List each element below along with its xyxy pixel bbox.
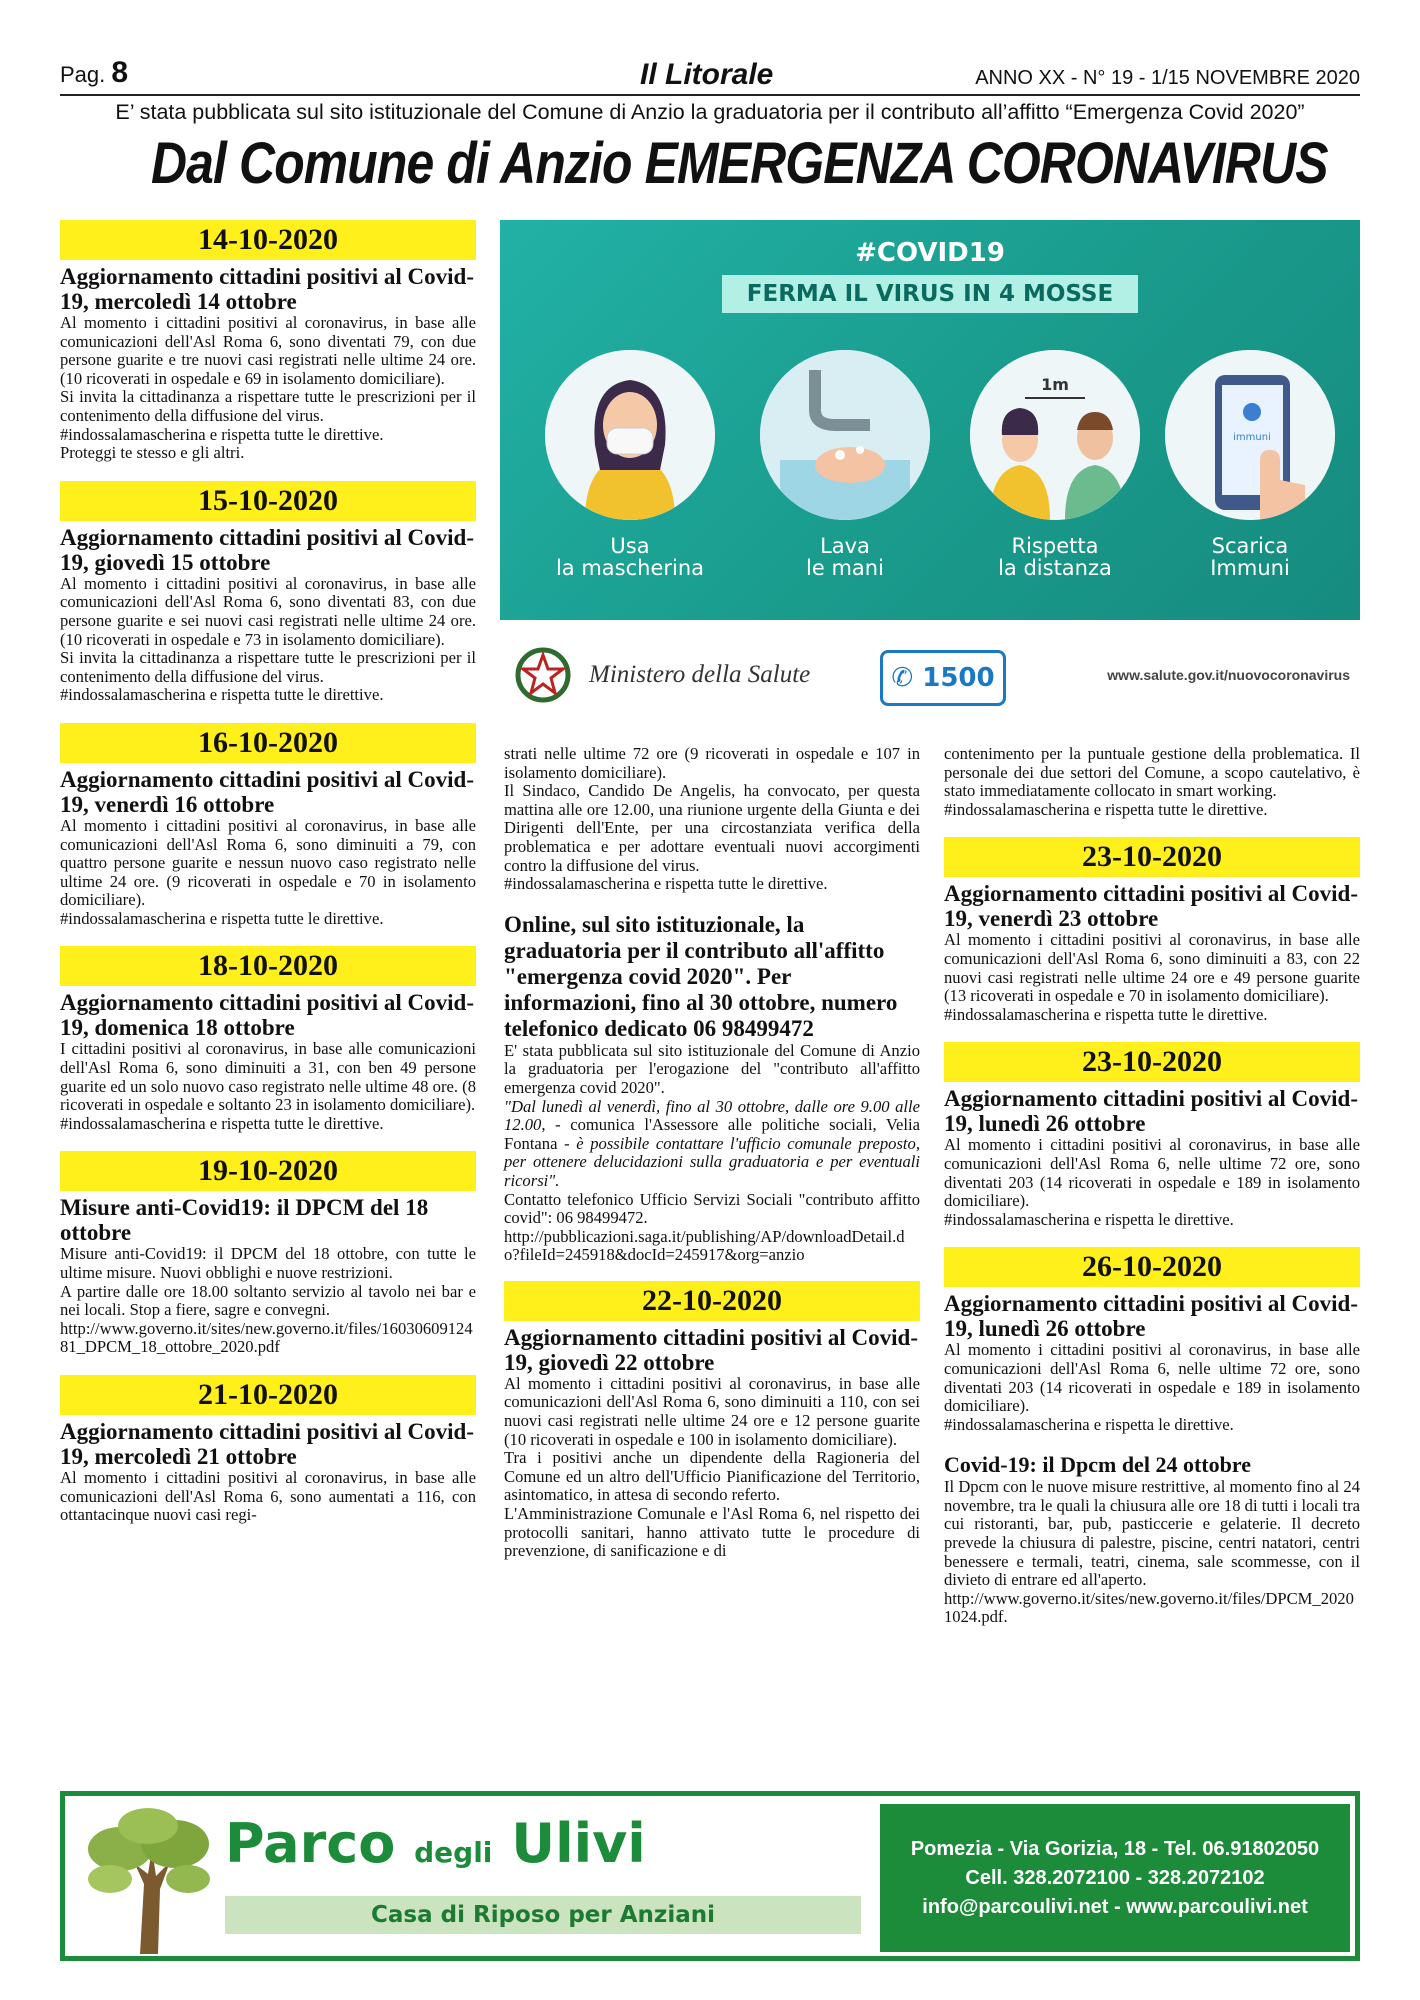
article-body: Al momento i cittadini positivi al coronavirus, in base alle comunicazioni dell'Asl Roma 6, sono diminuiti a 110, con sei nuovi casi registrati nelle ultime 24 ore e 12 persone guarite (10 ricoverati in ospedale e 100 in isolamento domiciliare). [504,1373,920,1449]
article-continuation: #indossalamascherina e rispetta tutte le direttive. [504,874,828,894]
distance-label: 1m [1041,375,1069,394]
ministry-logo [515,645,810,705]
article-body: Al momento i cittadini positivi al coronavirus, in base alle comunicazioni dell'Asl Roma 6, nelle ultime 72 ore, sono diventati 203 (14 ricoverati in ospedale e 189 in isolamento domiciliare). [944,1340,1360,1416]
article-date: 16-10-2020 [60,723,476,763]
ad-brand: Parco degli Ulivi [225,1812,646,1875]
online-contact: Contatto telefonico Ufficio Servizi Sociali "contributo affitto covid": 06 98499472. [504,1189,920,1228]
online-body: E' stata pubblicata sul sito istituzionale del Comune di Anzio la graduatoria per l'erogazione del "contributo all'affitto emergenza covid 2020". [504,1040,920,1097]
page-number: Pag. 8 [60,56,129,89]
republic-emblem-icon [515,647,571,703]
article-body: #indossalamascherina e rispetta tutte le direttive. [60,908,384,928]
article-body: #indossalamascherina e rispetta le direttive. [944,1414,1234,1434]
online-link: http://pubblicazioni.saga.it/publishing/AP/downloadDetail.do?fileId=245918&docId=245917&org=anzio [504,1226,905,1265]
article-body: Al momento i cittadini positivi al coronavirus, in base alle comunicazioni dell'Asl Roma 6, sono diventati 83, con due persone guarite e sei nuovi casi registrati nelle ultime 24 ore. (10 ricoverati in ospedale e 73 in isolamento domiciliare). [60,573,476,649]
article-headline: Aggiornamento cittadini positivi al Covid-19, mercoledì 14 ottobre [60,264,475,314]
article-15-10 [60,481,476,705]
social-distance-icon [970,350,1140,520]
advertisement [60,1791,1360,1961]
article-22-10 [504,1281,920,1561]
article-headline: Aggiornamento cittadini positivi al Covid-19, mercoledì 21 ottobre [60,1419,475,1469]
phone-1500: ✆ 1500 [880,650,1006,706]
article-date: 26-10-2020 [944,1247,1360,1287]
article-19-10 [60,1151,476,1357]
ad-phones: Cell. 328.2072100 - 328.2072102 [965,1866,1265,1889]
issue-info: ANNO XX - N° 19 - 1/15 NOVEMBRE 2020 [975,67,1360,89]
ad-tagline: Casa di Riposo per Anziani [225,1896,861,1934]
ministry-name: Ministero della Salute [589,661,811,688]
step-caption: Usa la mascherina [555,534,705,580]
article-body: Al momento i cittadini positivi al coronavirus, in base alle comunicazioni dell'Asl Roma 6, nelle ultime 72 ore, sono diventati 203 (14 ricoverati in ospedale e 189 in isolamento domiciliare). [944,1135,1360,1211]
poster-slogan: FERMA IL VIRUS IN 4 MOSSE [722,275,1138,313]
article-14-10 [60,220,476,463]
article-body: #indossalamascherina e rispetta tutte le direttive. [60,424,384,444]
step-caption: Lava le mani [806,534,884,580]
article-headline: Misure anti-Covid19: il DPCM del 18 ottobre [60,1195,429,1246]
step-caption: Rispetta la distanza [998,534,1112,580]
article-body: #indossalamascherina e rispetta tutte le direttive. [944,1004,1268,1024]
poster-banner [500,220,1360,620]
step-caption: Scarica Immuni [1210,534,1290,580]
article-continuation: Il Sindaco, Candido De Angelis, ha convocato, per questa mattina alle ore 12.00, una riunione urgente della Giunta e dei Dirigenti dell'Ente, per una circostanziata verifica della problematica e per adottare eventuali nuovi accorgimenti contro la diffusione del virus. [504,781,920,875]
article-continuation: contenimento per la puntuale gestione della problematica. Il personale dei due settori del Comune, a scopo cautelativo, è stato immediatamente collocato in smart working. [944,744,1360,801]
article-date: 22-10-2020 [504,1281,920,1321]
article-body: Proteggi te stesso e gli altri. [60,443,245,463]
ministry-url: www.salute.gov.it/nuovocoronavirus [1107,667,1350,683]
article-18-10 [60,946,476,1133]
article-body: #indossalamascherina e rispetta le direttive. [944,1209,1234,1229]
page-subtitle: E’ stata pubblicata sul sito istituzionale del Comune di Anzio la graduatoria per il contributo all’affitto “Emergenza Covid 2020” [115,100,1305,124]
article-body: Si invita la cittadinanza a rispettare tutte le prescrizioni per il contenimento della diffusione del virus. [60,387,476,425]
article-body: Al momento i cittadini positivi al coronavirus, in base alle comunicazioni dell'Asl Roma 6, sono aumentati a 116, con ottantacinque nuovi casi regi- [60,1468,476,1525]
article-body: Si invita la cittadinanza a rispettare tutte le prescrizioni per il contenimento della diffusione del virus. [60,648,476,686]
article-headline: Aggiornamento cittadini positivi al Covid-19, lunedì 26 ottobre [944,1086,1359,1137]
article-date: 14-10-2020 [60,220,476,260]
article-23-10-b [944,1042,1360,1229]
article-link: http://www.governo.it/sites/new.governo.it/files/1603060912481_DPCM_18_ottobre_2020.pdf [60,1318,473,1357]
article-body: L'Amministrazione Comunale e l'Asl Roma 6, nel rispetto dei protocolli sanitari, hanno attivato tutte le procedure di prevenzione, di sanificazione e di [504,1504,920,1561]
article-headline: Aggiornamento cittadini positivi al Covid-19, domenica 18 ottobre [60,990,475,1041]
page-header [60,58,1360,96]
article-date: 18-10-2020 [60,946,476,986]
article-body: Al momento i cittadini positivi al coronavirus, in base alle comunicazioni dell'Asl Roma 6, sono diminuiti a 83, con 22 nuovi casi registrati nelle ultime 24 ore e 49 persone guarite (13 ricoverati in ospedale e 70 in isolamento domiciliare). [944,930,1360,1006]
article-date: 21-10-2020 [60,1375,476,1415]
column-1 [60,220,476,1543]
phone-app-icon [1165,350,1335,520]
article-body: Il Dpcm con le nuove misure restrittive, al momento fino al 24 novembre, tra le quali la chiusura alle ore 18 di tutti i locali tra cui ristoranti, bar, pub, pasticcerie e gelaterie. Il decreto prevede la chiusura di palestre, piscine, centri natatori, centri benessere e termali, teatri, cinema, sale scommesse, con il divieto di entrare ed all'aperto. [944,1477,1360,1590]
article-date: 23-10-2020 [944,1042,1360,1082]
poster-hashtag: #COVID19 [855,238,1005,268]
article-16-10 [60,723,476,929]
article-body: Tra i positivi anche un dipendente della Ragioneria del Comune ed un altro dell'Ufficio Pianificazione del Territorio, asintomatico, in attesa di secondo referto. [504,1448,920,1505]
article-body: I cittadini positivi al coronavirus, in base alle comunicazioni dell'Asl Roma 6, sono diminuiti a 31, con ben 49 persone guarite ed un solo nuovo caso registrato nelle ultime 48 ore. (8 ricoverati in ospedale e soltanto 23 in isolamento domiciliare). [60,1039,476,1115]
article-headline: Aggiornamento cittadini positivi al Covid-19, venerdì 23 ottobre [944,881,1359,932]
article-continuation: #indossalamascherina e rispetta tutte le direttive. [944,799,1268,819]
article-23-10 [944,837,1360,1024]
article-headline: Aggiornamento cittadini positivi al Covid-19, venerdì 16 ottobre [60,766,475,817]
article-headline: Aggiornamento cittadini positivi al Covid-19, giovedì 22 ottobre [504,1324,919,1375]
article-headline: Aggiornamento cittadini positivi al Covid-19, giovedì 15 ottobre [60,524,475,575]
hand-washing-icon [760,350,930,520]
article-body: #indossalamascherina e rispetta tutte le direttive. [60,685,384,705]
article-body: #indossalamascherina e rispetta tutte le direttive. [60,1113,384,1133]
page-title: Dal Comune di Anzio EMERGENZA CORONAVIRUS [151,131,1328,196]
masthead-logo: Il Litorale [640,58,774,91]
article-body: Al momento i cittadini positivi al coronavirus, in base alle comunicazioni dell'Asl Roma 6, sono diventati 79, con due persone guarite e tre nuovi casi registrati nelle ultime 24 ore. (10 ricoverati in ospedale e 69 in isolamento domiciliare). [60,313,476,388]
article-date: 19-10-2020 [60,1151,476,1191]
article-continuation: strati nelle ultime 72 ore (9 ricoverati in ospedale e 107 in isolamento domiciliare). [504,744,920,782]
mask-woman-icon [545,350,715,520]
article-headline: Covid-19: il Dpcm del 24 ottobre [944,1452,1251,1478]
article-link: http://www.governo.it/sites/new.governo.it/files/DPCM_20201024.pdf. [944,1588,1354,1627]
article-date: 15-10-2020 [60,481,476,521]
article-date: 23-10-2020 [944,837,1360,877]
olive-tree-icon [80,1804,215,1954]
ad-web[interactable]: info@parcoulivi.net - www.parcoulivi.net [922,1895,1308,1918]
online-headline: Online, sul sito istituzionale, la graduatoria per il contributo all'affitto "emergenza covid 2020". Per informazioni, fino al 30 ottobre, numero telefonico dedicato 06 98499472 [504,911,898,1041]
online-quote: "Dal lunedì al venerdì, fino al 30 ottobre, dalle ore 9.00 alle 12.00, - comunica l'Assessore alle politiche sociali, Velia Fontana - è possibile contattare l'ufficio comunale preposto, per ottenere delucidazioni sulla graduatoria e per eventuali ricorsi". [504,1096,920,1190]
ad-contacts [880,1804,1350,1952]
article-body: A partire dalle ore 18.00 soltanto servizio al tavolo nei bar e nei locali. Stop a fiere, sagre e convegni. [60,1281,476,1320]
column-3 [944,745,1360,1627]
app-label: immuni [1233,432,1271,443]
article-body: Misure anti-Covid19: il DPCM del 18 ottobre, con tutte le ultime misure. Nuovi obblighi e nuove restrizioni. [60,1244,476,1283]
article-body: Al momento i cittadini positivi al coronavirus, in base alle comunicazioni dell'Asl Roma 6, sono diminuiti a 79, con quattro persone guarite e nessun nuovo caso registrato nelle ultime 24 ore. (9 ricoverati in ospedale e 70 in isolamento domiciliare). [60,815,476,910]
column-2 [504,745,920,1579]
covid-poster [500,220,1360,725]
ad-address: Pomezia - Via Gorizia, 18 - Tel. 06.91802050 [910,1837,1320,1860]
article-headline: Aggiornamento cittadini positivi al Covid-19, lunedì 26 ottobre [944,1291,1359,1342]
article-21-10 [60,1375,476,1525]
article-26-10 [944,1247,1360,1434]
